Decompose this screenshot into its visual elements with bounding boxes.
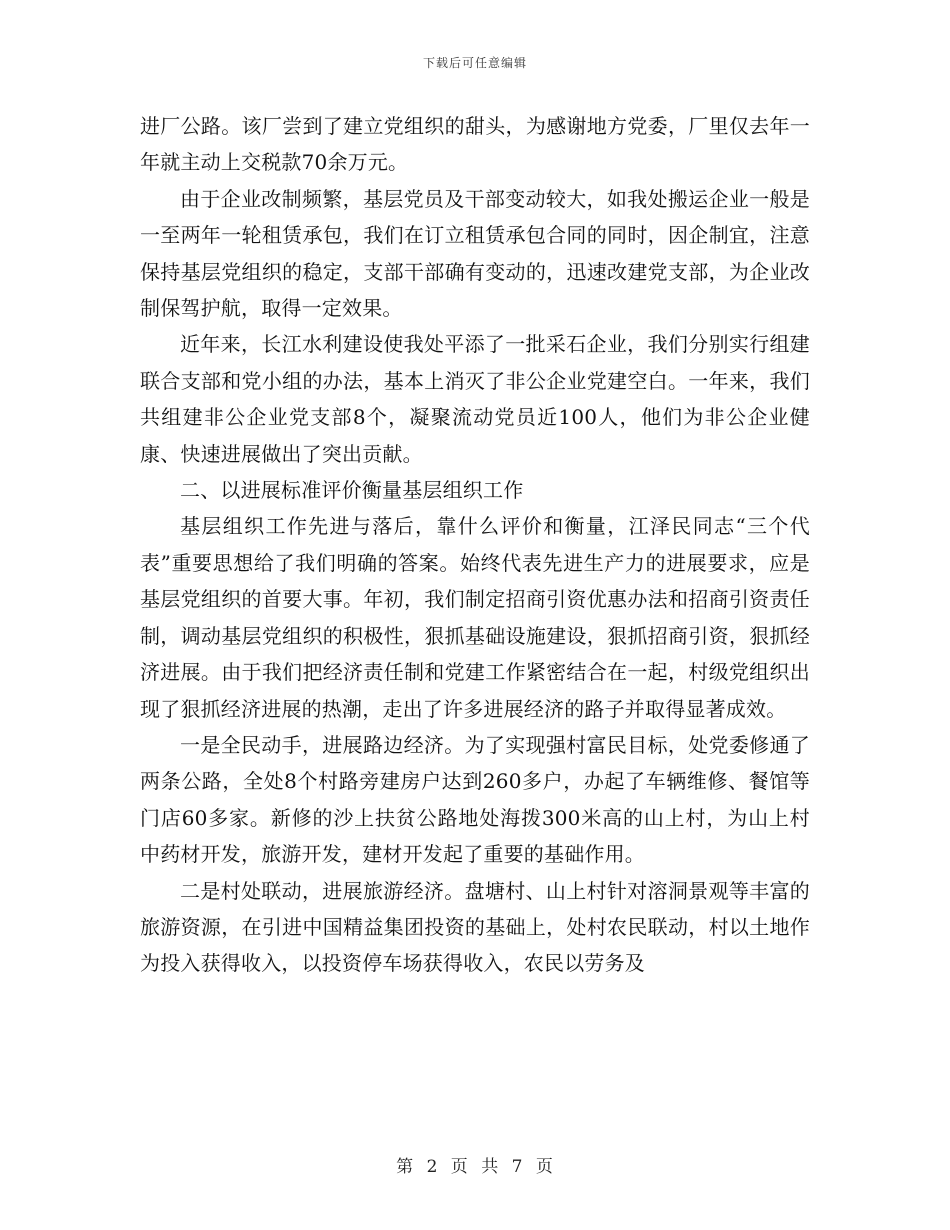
paragraph-quarry-enterprises: 近年来，长江水利建设使我处平添了一批采石企业，我们分别实行组建联合支部和党小组的办法，基本上消灭了非公企业党建空白。一年来，我们共组建非公企业党支部8个，凝聚流动党员近100人，他们为非公企业健康、快速进展做出了突出贡献。 [140, 332, 810, 466]
paragraph-enterprise-reform: 由于企业改制频繁，基层党员及干部变动较大，如我处搬运企业一般是一至两年一轮租赁承包，我们在订立租赁承包合同的同时，因企制宜，注意保持基层党组织的稳定，支部干部确有变动的，迅速改建党支部，为企业改制保驾护航，取得一定效果。 [140, 186, 810, 321]
page-header-note: 下载后可任意编辑 [422, 56, 527, 70]
paragraph-roadside-economy: 一是全民动手，进展路边经济。为了实现强村富民目标，处党委修通了两条公路，全处8个村路旁建房户达到260多户，办起了车辆维修、餐馆等门店60多家。新修的沙上扶贫公路地处海拨300米高的山上村，为山上村中药材开发，旅游开发，建材开发起了重要的基础作用。 [140, 732, 810, 867]
paragraph-tourism-economy: 二是村处联动，进展旅游经济。盘塘村、山上村针对溶洞景观等丰富的旅游资源，在引进中国精益集团投资的基础上，处村农民联动，村以土地作为投入获得收入，以投资停车场获得收入，农民以劳务及 [140, 878, 810, 976]
paragraph-continued: 进厂公路。该厂尝到了建立党组织的甜头，为感谢地方党委，厂里仅去年一年就主动上交税款70余万元。 [140, 114, 810, 175]
paragraph-three-represents: 基层组织工作先进与落后，靠什么评价和衡量，江泽民同志“三个代表”重要思想给了我们明确的答案。始终代表先进生产力的进展要求，应是基层党组织的首要大事。年初，我们制定招商引资优惠办法和招商引资责任制，调动基层党组织的积极性，狠抓基础设施建设，狠抓招商引资，狠抓经济进展。由于我们把经济责任制和党建工作紧密结合在一起，村级党组织出现了狠抓经济进展的热潮，走出了许多进展经济的路子并取得显著成效。 [140, 514, 810, 721]
section-heading-2: 二、以进展标准评价衡量基层组织工作 [180, 478, 524, 503]
page-number-footer: 第 2 页 共 7 页 [396, 1157, 554, 1177]
document-body [140, 108, 810, 982]
